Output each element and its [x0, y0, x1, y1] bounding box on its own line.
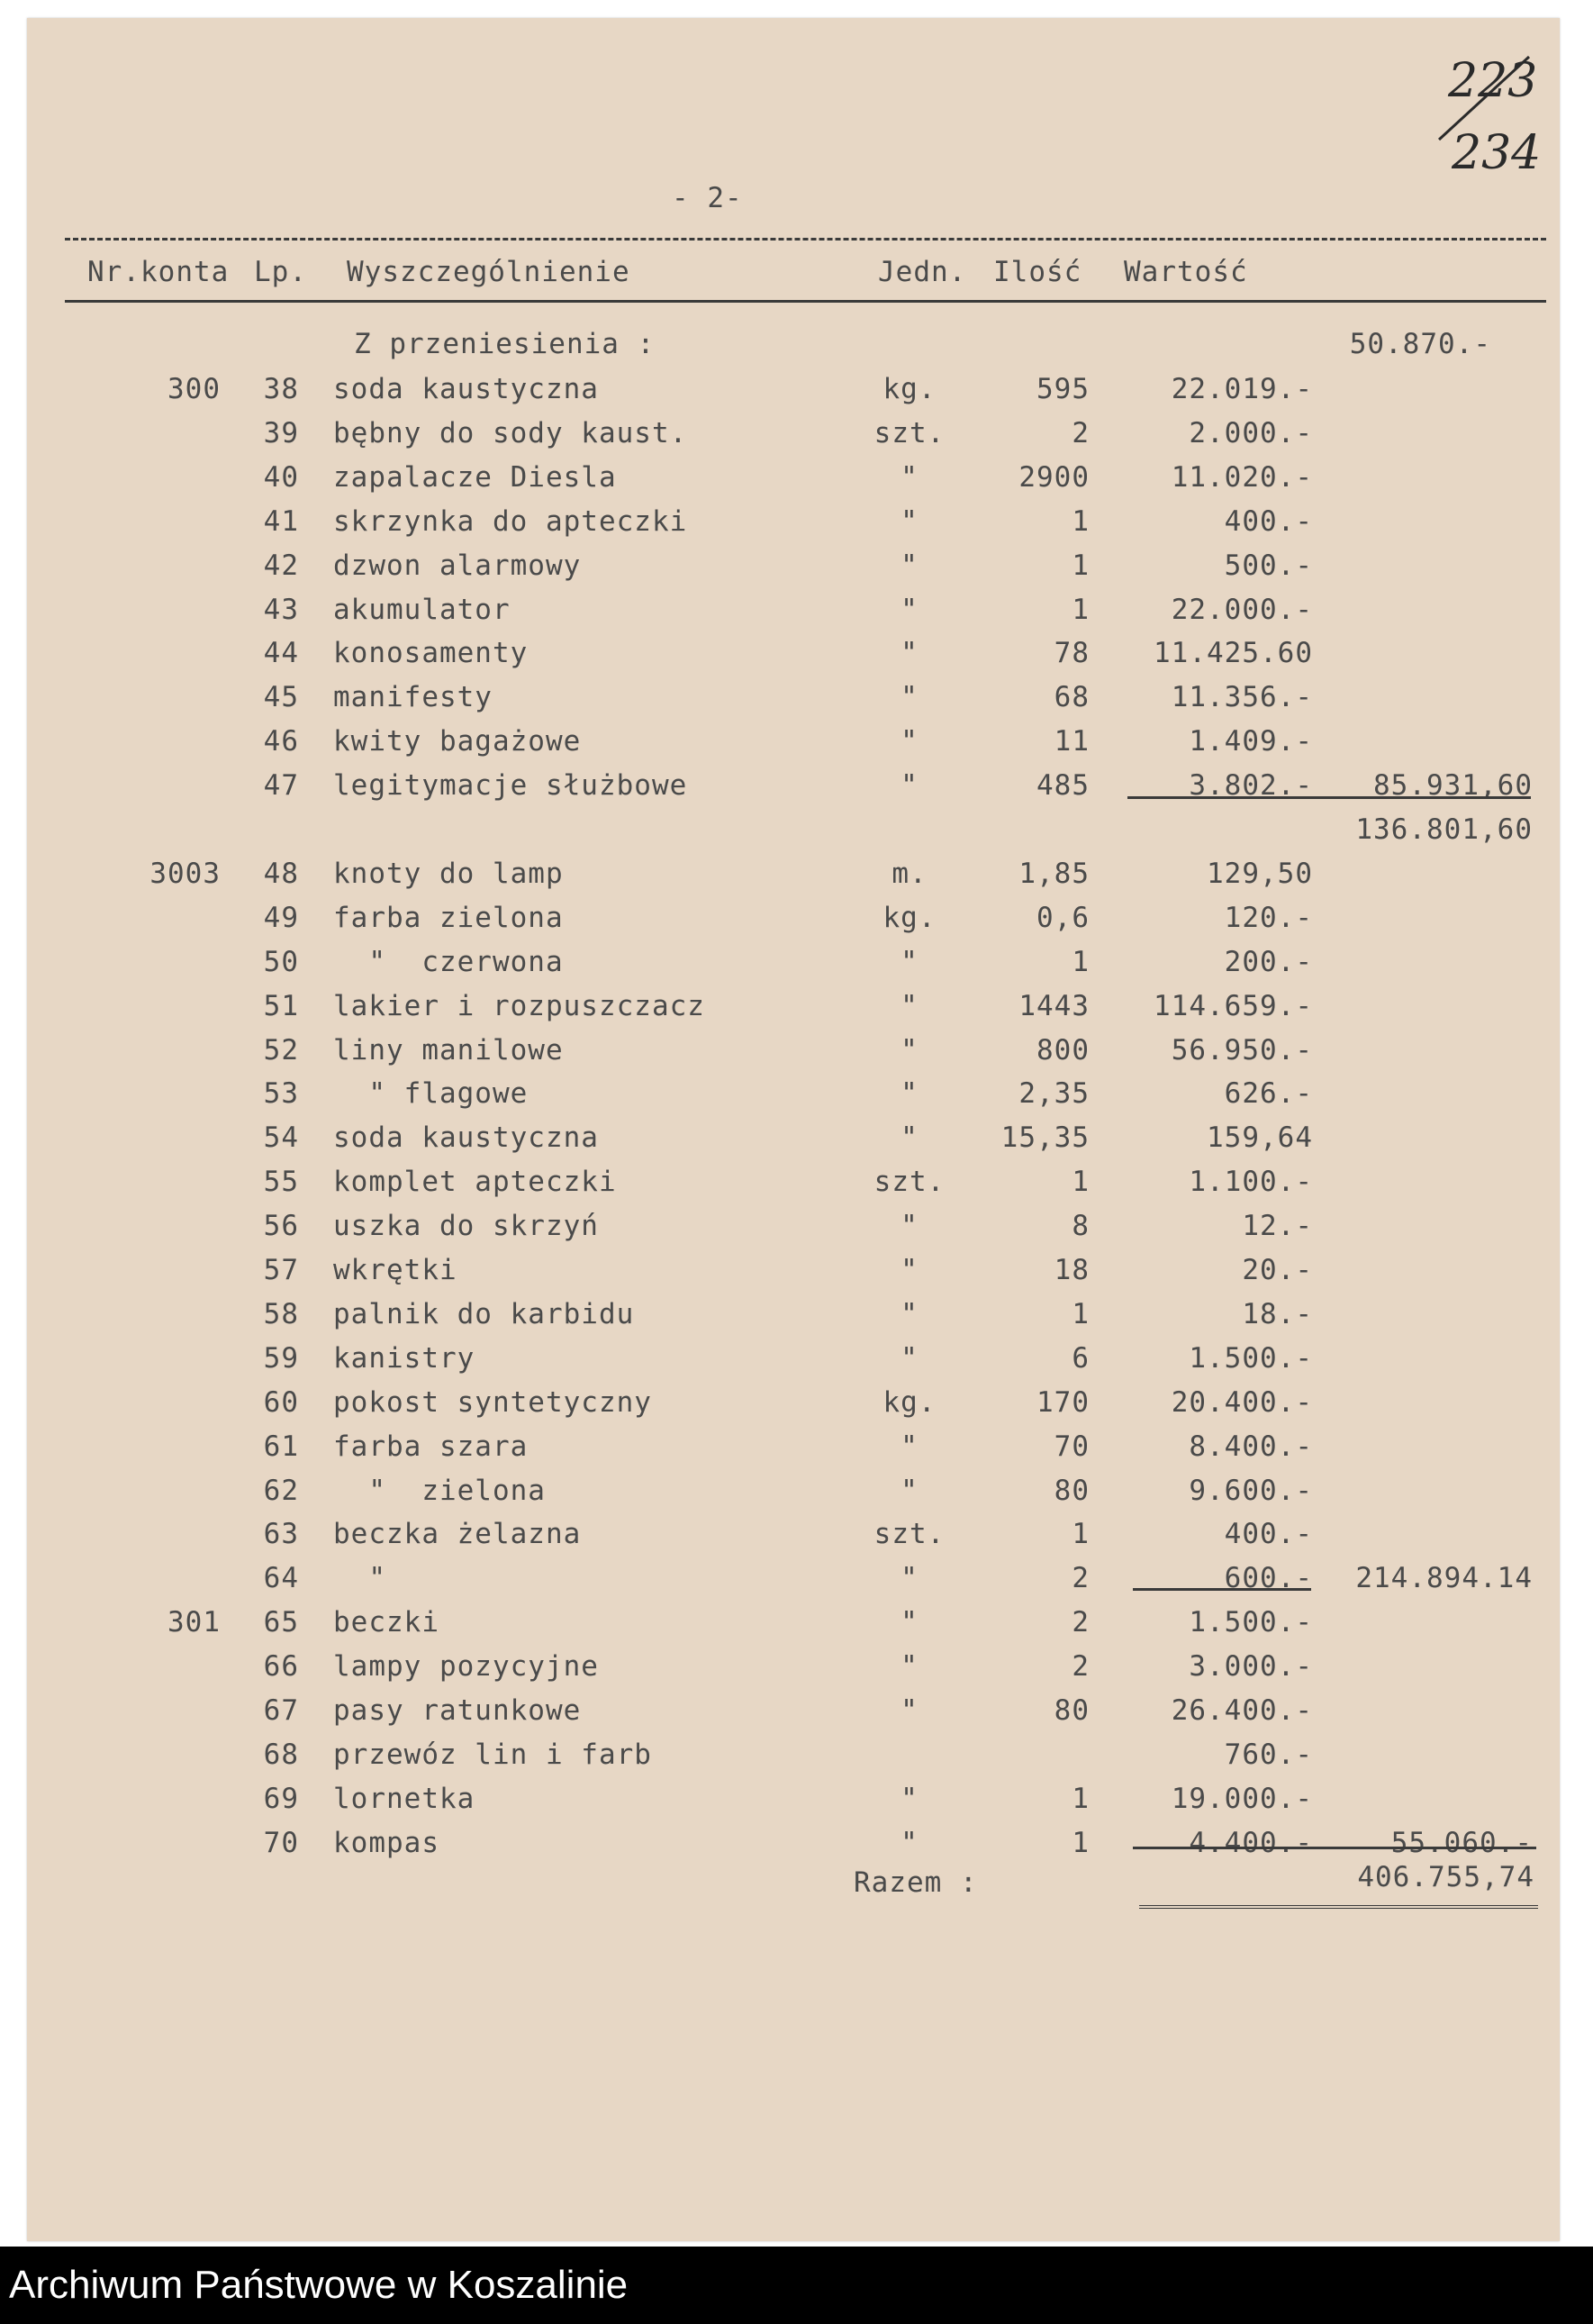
cell-name: dzwon alarmowy — [333, 549, 582, 582]
cell-qty: 1 — [1072, 946, 1090, 978]
cell-name: pokost syntetyczny — [333, 1386, 652, 1419]
cell-lp: 46 — [263, 725, 299, 758]
cell-val: 12.- — [1242, 1210, 1313, 1242]
cell-qty: 6 — [1072, 1342, 1090, 1375]
cell-qty: 18 — [1054, 1254, 1090, 1286]
cell-lp: 52 — [263, 1034, 299, 1067]
cell-name: kanistry — [333, 1342, 475, 1375]
cell-name: zapalacze Diesla — [333, 461, 617, 494]
cell-val: 3.000.- — [1189, 1650, 1313, 1683]
cell-unit: " — [901, 1606, 919, 1639]
cell-val: 9.600.- — [1189, 1475, 1313, 1507]
header-name: Wyszczególnienie — [347, 256, 630, 288]
cell-name: przewóz lin i farb — [333, 1738, 652, 1771]
cell-qty: 800 — [1036, 1034, 1090, 1067]
cell-name: beczki — [333, 1606, 439, 1639]
cell-lp: 64 — [263, 1562, 299, 1594]
cell-unit: " — [901, 1254, 919, 1286]
cell-lp: 43 — [263, 594, 299, 626]
cell-name: knoty do lamp — [333, 858, 564, 890]
cell-lp: 40 — [263, 461, 299, 494]
cell-unit: " — [901, 1342, 919, 1375]
cell-name: farba szara — [333, 1430, 529, 1463]
carry-value: 50.870.- — [1349, 328, 1491, 360]
cell-lp: 54 — [263, 1121, 299, 1154]
cell-lp: 63 — [263, 1518, 299, 1550]
cell-sum: 136.801,60 — [1355, 813, 1533, 846]
cell-lp: 39 — [263, 417, 299, 449]
cell-lp: 66 — [263, 1650, 299, 1683]
cell-lp: 70 — [263, 1827, 299, 1859]
cell-unit: " — [901, 1475, 919, 1507]
cell-val: 22.019.- — [1171, 373, 1313, 405]
cell-lp: 38 — [263, 373, 299, 405]
total-value: 406.755,74 — [1357, 1861, 1534, 1893]
cell-qty: 1,85 — [1018, 858, 1090, 890]
cell-name: " zielona — [333, 1475, 546, 1507]
cell-val: 1.500.- — [1189, 1342, 1313, 1375]
cell-lp: 45 — [263, 681, 299, 713]
cell-val: 8.400.- — [1189, 1430, 1313, 1463]
cell-qty: 8 — [1072, 1210, 1090, 1242]
cell-val: 2.000.- — [1189, 417, 1313, 449]
cell-name: konosamenty — [333, 637, 529, 669]
cell-val: 760.- — [1224, 1738, 1313, 1771]
cell-lp: 65 — [263, 1606, 299, 1639]
cell-lp: 68 — [263, 1738, 299, 1771]
cell-name: kompas — [333, 1827, 439, 1859]
cell-lp: 57 — [263, 1254, 299, 1286]
cell-qty: 2,35 — [1018, 1077, 1090, 1110]
cell-val: 400.- — [1224, 1518, 1313, 1550]
cell-unit: " — [901, 1077, 919, 1110]
cell-unit: szt. — [873, 1166, 946, 1198]
cell-unit: " — [901, 769, 919, 802]
cell-lp: 61 — [263, 1430, 299, 1463]
cell-unit: " — [901, 681, 919, 713]
cell-qty: 2900 — [1018, 461, 1090, 494]
total-double-rule — [1139, 1905, 1538, 1909]
cell-name: bębny do sody kaust. — [333, 417, 688, 449]
cell-name: " flagowe — [333, 1077, 529, 1110]
cell-lp: 47 — [263, 769, 299, 802]
cell-qty: 68 — [1054, 681, 1090, 713]
cell-val: 56.950.- — [1171, 1034, 1313, 1067]
cell-name: " — [333, 1562, 386, 1594]
total-label: Razem : — [854, 1866, 978, 1899]
cell-qty: 1 — [1072, 549, 1090, 582]
cell-val: 626.- — [1224, 1077, 1313, 1110]
cell-unit: " — [901, 1034, 919, 1067]
cell-qty: 11 — [1054, 725, 1090, 758]
cell-unit: " — [901, 1694, 919, 1727]
cell-name: legitymacje służbowe — [333, 769, 688, 802]
header-konto: Nr.konta — [87, 256, 230, 288]
cell-qty: 70 — [1054, 1430, 1090, 1463]
header-unit: Jedn. — [878, 256, 967, 288]
cell-name: skrzynka do apteczki — [333, 505, 688, 538]
subtotal-rule-3 — [1133, 1847, 1536, 1849]
cell-val: 11.425.60 — [1154, 637, 1313, 669]
cell-lp: 44 — [263, 637, 299, 669]
cell-unit: kg. — [882, 902, 937, 934]
cell-qty: 78 — [1054, 637, 1090, 669]
cell-unit: " — [901, 1430, 919, 1463]
folio-old: 223 — [1448, 54, 1538, 108]
cell-val: 400.- — [1224, 505, 1313, 538]
cell-lp: 56 — [263, 1210, 299, 1242]
cell-lp: 67 — [263, 1694, 299, 1727]
cell-unit: szt. — [873, 1518, 946, 1550]
cell-unit: kg. — [882, 373, 937, 405]
cell-lp: 51 — [263, 990, 299, 1022]
cell-name: soda kaustyczna — [333, 1121, 599, 1154]
cell-val: 1.409.- — [1189, 725, 1313, 758]
cell-val: 20.- — [1242, 1254, 1313, 1286]
cell-lp: 41 — [263, 505, 299, 538]
cell-konto: 301 — [167, 1606, 221, 1639]
cell-unit: " — [901, 461, 919, 494]
header-top-rule — [65, 238, 1546, 241]
cell-name: akumulator — [333, 594, 511, 626]
cell-lp: 49 — [263, 902, 299, 934]
cell-qty: 595 — [1036, 373, 1090, 405]
cell-name: pasy ratunkowe — [333, 1694, 582, 1727]
cell-unit: " — [901, 1298, 919, 1330]
cell-unit: m. — [892, 858, 928, 890]
cell-sum: 214.894.14 — [1355, 1562, 1533, 1594]
cell-qty: 1 — [1072, 1166, 1090, 1198]
cell-val: 114.659.- — [1154, 990, 1313, 1022]
cell-sum: 55.060.- — [1390, 1827, 1533, 1859]
page-number: - 2- — [672, 182, 743, 214]
cell-val: 500.- — [1224, 549, 1313, 582]
cell-qty: 1 — [1072, 594, 1090, 626]
cell-val: 22.000.- — [1171, 594, 1313, 626]
cell-val: 1.100.- — [1189, 1166, 1313, 1198]
cell-val: 11.020.- — [1171, 461, 1313, 494]
subtotal-rule-2 — [1133, 1588, 1311, 1591]
cell-unit: " — [901, 946, 919, 978]
cell-val: 120.- — [1224, 902, 1313, 934]
cell-unit: " — [901, 1827, 919, 1859]
folio-new: 234 — [1452, 126, 1542, 180]
cell-unit: " — [901, 1783, 919, 1815]
cell-unit: szt. — [873, 417, 946, 449]
cell-lp: 62 — [263, 1475, 299, 1507]
cell-name: liny manilowe — [333, 1034, 564, 1067]
cell-val: 20.400.- — [1171, 1386, 1313, 1419]
cell-lp: 50 — [263, 946, 299, 978]
archive-label: Archiwum Państwowe w Koszalinie — [0, 2247, 1593, 2324]
cell-qty: 1 — [1072, 1827, 1090, 1859]
cell-name: lakier i rozpuszczacz — [333, 990, 705, 1022]
cell-qty: 2 — [1072, 417, 1090, 449]
cell-lp: 53 — [263, 1077, 299, 1110]
header-lp: Lp. — [254, 256, 307, 288]
cell-name: uszka do skrzyń — [333, 1210, 599, 1242]
cell-unit: " — [901, 549, 919, 582]
cell-val: 26.400.- — [1171, 1694, 1313, 1727]
cell-qty: 1 — [1072, 1298, 1090, 1330]
subtotal-rule-1 — [1127, 796, 1531, 799]
cell-name: lampy pozycyjne — [333, 1650, 599, 1683]
cell-name: lornetka — [333, 1783, 475, 1815]
cell-unit: " — [901, 594, 919, 626]
cell-qty: 80 — [1054, 1475, 1090, 1507]
cell-qty: 485 — [1036, 769, 1090, 802]
cell-lp: 59 — [263, 1342, 299, 1375]
cell-lp: 69 — [263, 1783, 299, 1815]
cell-qty: 170 — [1036, 1386, 1090, 1419]
cell-name: manifesty — [333, 681, 493, 713]
cell-unit: " — [901, 1562, 919, 1594]
carry-label: Z przeniesienia : — [354, 328, 656, 360]
header-bottom-rule — [65, 300, 1546, 303]
cell-name: soda kaustyczna — [333, 373, 599, 405]
cell-name: farba zielona — [333, 902, 564, 934]
cell-qty: 80 — [1054, 1694, 1090, 1727]
cell-lp: 58 — [263, 1298, 299, 1330]
cell-val: 200.- — [1224, 946, 1313, 978]
cell-name: wkrętki — [333, 1254, 457, 1286]
cell-val: 1.500.- — [1189, 1606, 1313, 1639]
cell-unit: " — [901, 505, 919, 538]
cell-unit: " — [901, 990, 919, 1022]
cell-qty: 2 — [1072, 1562, 1090, 1594]
cell-unit: " — [901, 637, 919, 669]
cell-val: 18.- — [1242, 1298, 1313, 1330]
cell-val: 3.802.- — [1189, 769, 1313, 802]
cell-lp: 55 — [263, 1166, 299, 1198]
cell-val: 4.400.- — [1189, 1827, 1313, 1859]
header-qty: Ilość — [993, 256, 1082, 288]
cell-qty: 2 — [1072, 1606, 1090, 1639]
cell-lp: 42 — [263, 549, 299, 582]
cell-val: 19.000.- — [1171, 1783, 1313, 1815]
cell-val: 11.356.- — [1171, 681, 1313, 713]
cell-name: " czerwona — [333, 946, 564, 978]
cell-qty: 1 — [1072, 1783, 1090, 1815]
cell-unit: kg. — [882, 1386, 937, 1419]
cell-val: 159,64 — [1207, 1121, 1313, 1154]
cell-sum: 85.931,60 — [1373, 769, 1533, 802]
cell-lp: 60 — [263, 1386, 299, 1419]
cell-qty: 1 — [1072, 505, 1090, 538]
cell-qty: 1443 — [1018, 990, 1090, 1022]
cell-unit: " — [901, 725, 919, 758]
cell-qty: 2 — [1072, 1650, 1090, 1683]
cell-val: 129,50 — [1207, 858, 1313, 890]
cell-unit: " — [901, 1650, 919, 1683]
cell-name: beczka żelazna — [333, 1518, 582, 1550]
cell-konto: 300 — [167, 373, 221, 405]
cell-name: palnik do karbidu — [333, 1298, 635, 1330]
cell-unit: " — [901, 1121, 919, 1154]
cell-qty: 1 — [1072, 1518, 1090, 1550]
cell-konto: 3003 — [149, 858, 221, 890]
cell-qty: 15,35 — [1000, 1121, 1090, 1154]
header-value: Wartość — [1124, 256, 1248, 288]
cell-qty: 0,6 — [1036, 902, 1090, 934]
cell-name: komplet apteczki — [333, 1166, 617, 1198]
cell-name: kwity bagażowe — [333, 725, 582, 758]
cell-unit: " — [901, 1210, 919, 1242]
cell-val: 600.- — [1224, 1562, 1313, 1594]
cell-lp: 48 — [263, 858, 299, 890]
